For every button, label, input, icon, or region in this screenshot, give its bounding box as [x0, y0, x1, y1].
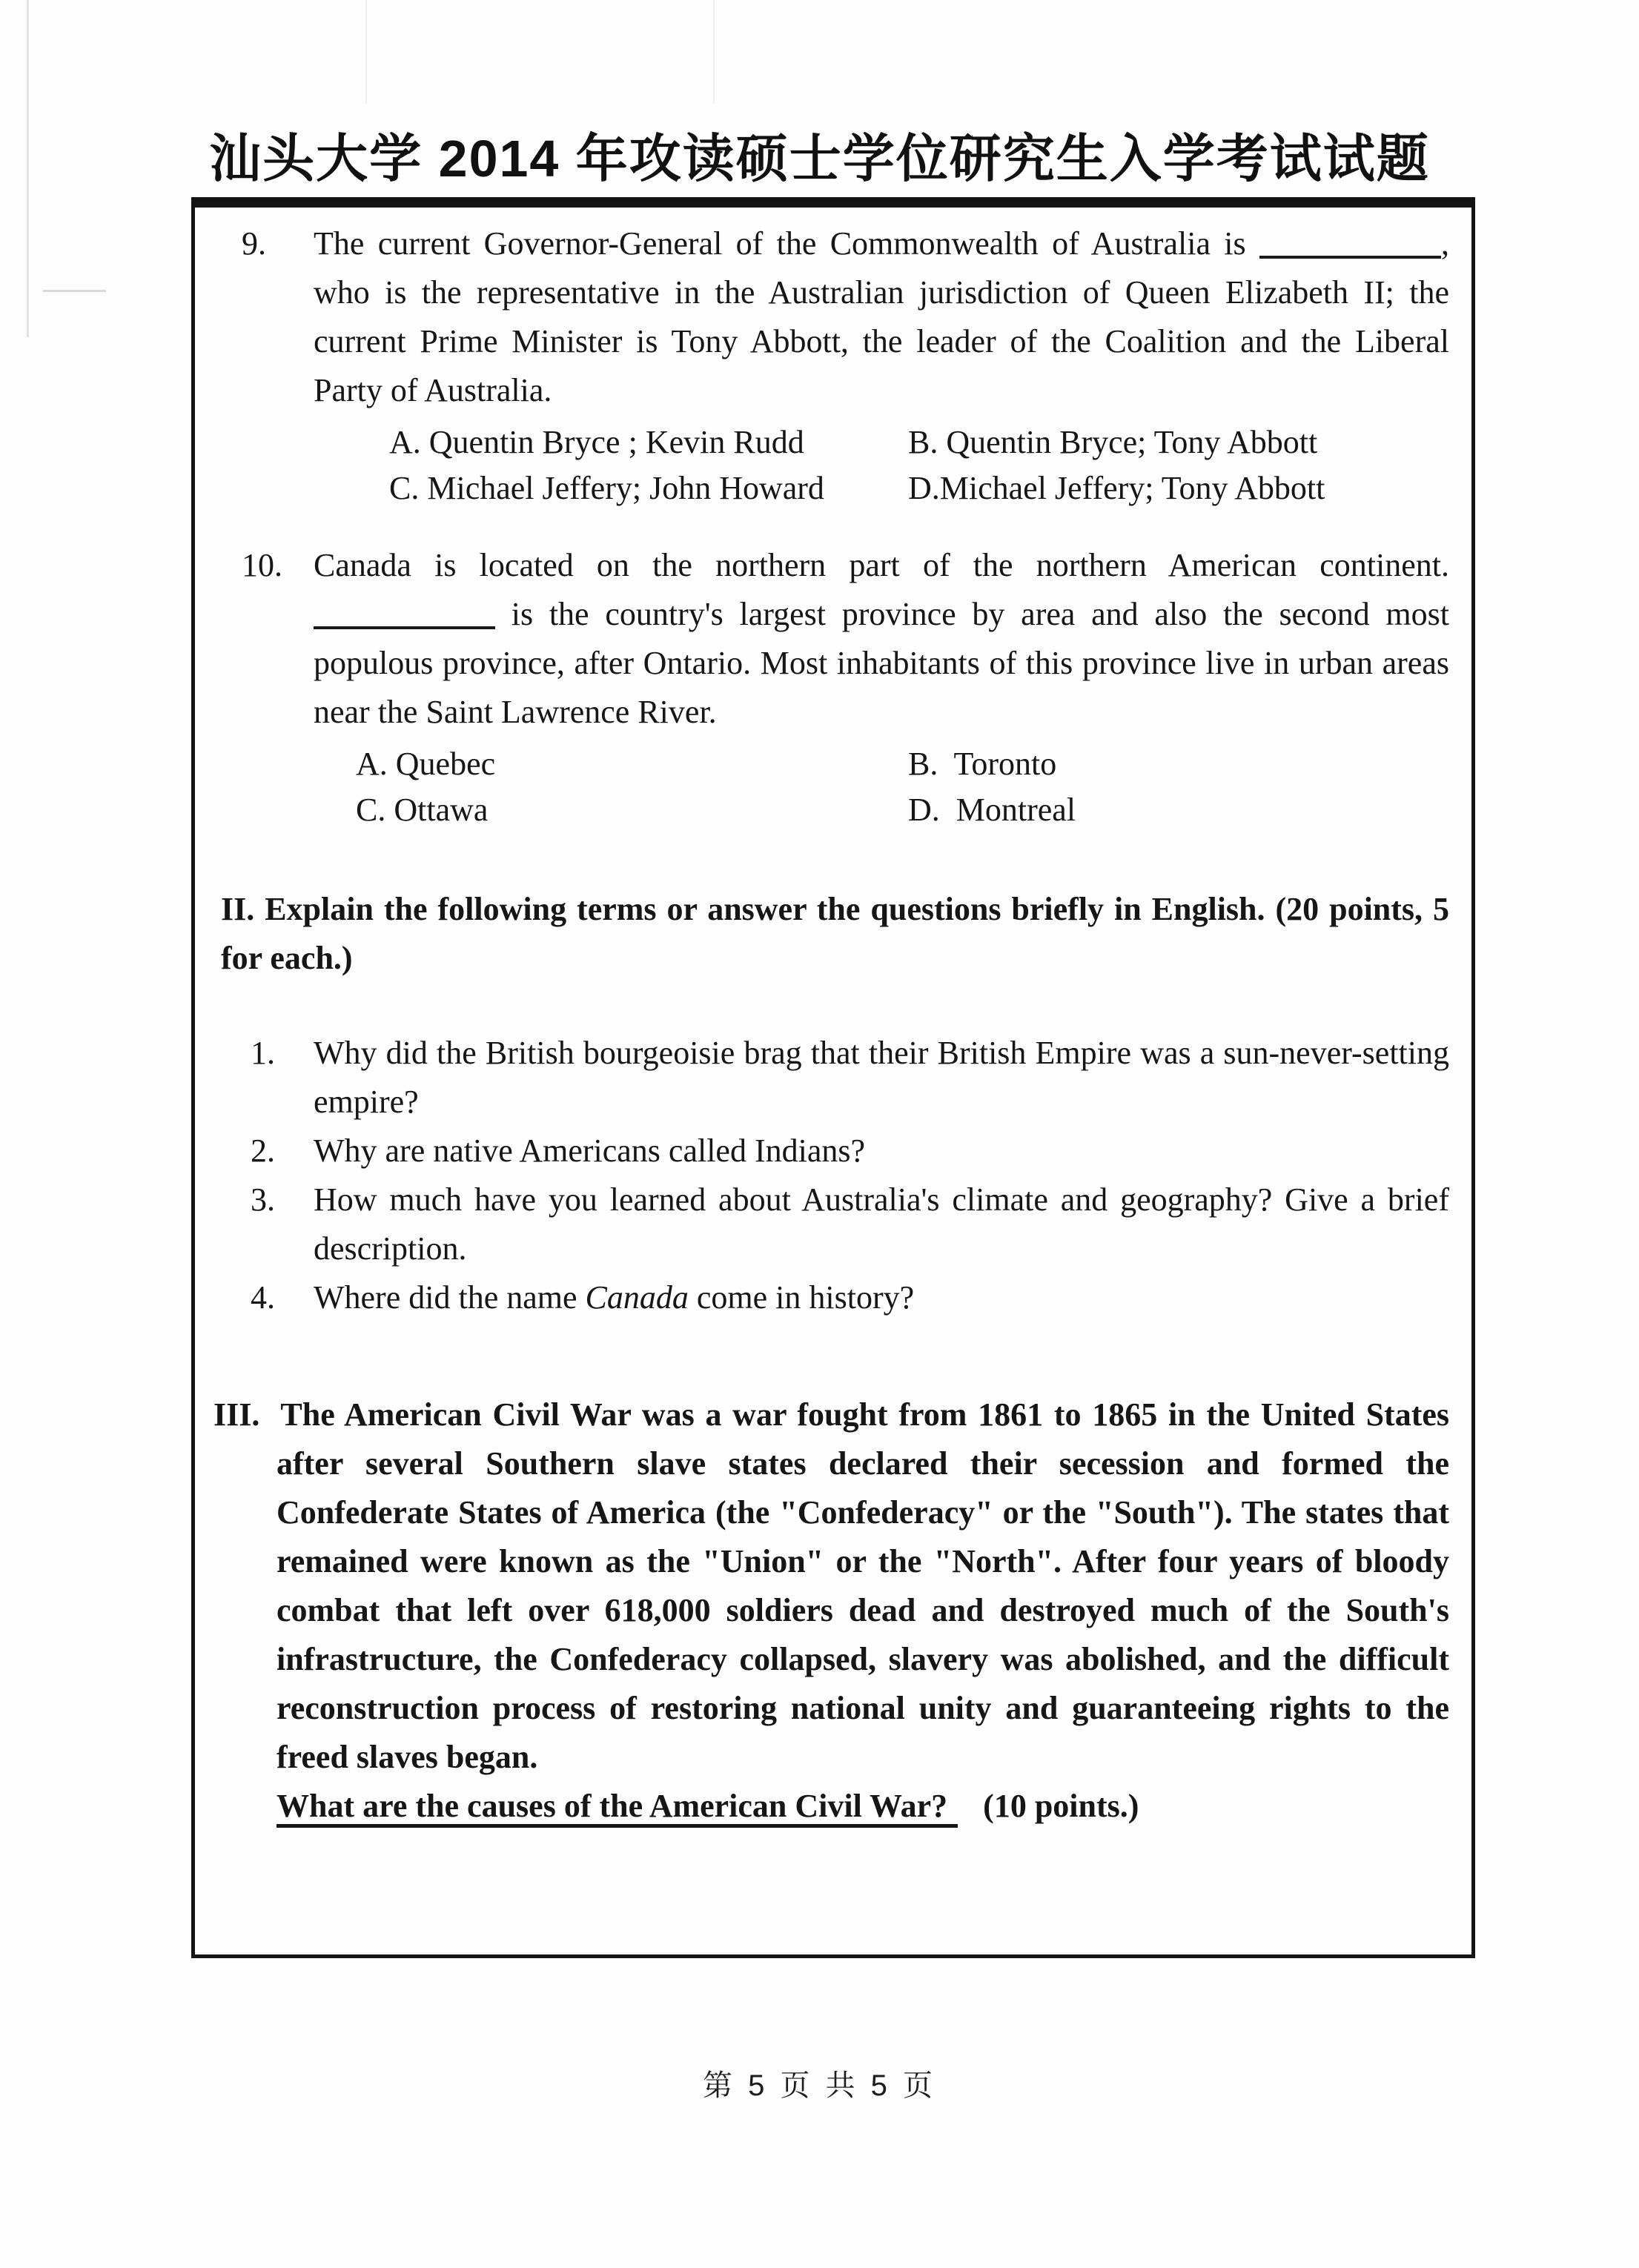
question-9-option-a: A. Quentin Bryce ; Kevin Rudd [389, 424, 804, 460]
question-9-text [314, 219, 1449, 415]
list-item-1-number: 1. [251, 1035, 275, 1071]
list-item-3-text: How much have you learned about Australia's climate and geography? Give a brief description. [314, 1181, 1449, 1267]
question-10-text-after-blank: is the country's largest province by area and also the second most populous province, after Ontario. Most inhabitants of this province live in urban areas near the Saint Lawrence River. [314, 596, 1450, 730]
list-item-4-text-before: Where did the name [314, 1279, 586, 1316]
list-item-2-text: Why are native Americans called Indians? [314, 1133, 866, 1169]
list-item-3-number: 3. [251, 1181, 275, 1218]
exam-title: 汕头大学 2014 年攻读硕士学位研究生入学考试试题 [209, 130, 1430, 188]
scan-line-artifact [365, 0, 367, 104]
question-9-number: 9. [242, 225, 266, 262]
list-item-4-text-after: come in history? [688, 1279, 915, 1316]
section-2-question-list [213, 1029, 1449, 1322]
question-9-option-c: C. Michael Jeffery; John Howard [389, 470, 824, 506]
question-10-answer-blank [314, 626, 495, 629]
list-item-2-number: 2. [251, 1133, 275, 1169]
list-item-4-number: 4. [251, 1279, 275, 1316]
list-item-4-italic-word: Canada [585, 1279, 689, 1316]
points-label: (10 points.) [983, 1788, 1139, 1824]
question-10-options [356, 741, 1449, 833]
section-3-paragraph [213, 1390, 1449, 1782]
scan-line-artifact [713, 0, 715, 104]
list-item-2 [213, 1127, 1449, 1176]
exam-content-box [191, 197, 1475, 1958]
list-item-4-text [314, 1273, 1449, 1322]
question-9-option-d: D.Michael Jeffery; Tony Abbott [908, 470, 1325, 506]
scan-mark-artifact [43, 290, 106, 292]
section-3-question-line [213, 1782, 1449, 1831]
question-10 [213, 541, 1449, 833]
section-2-heading: II. Explain the following terms or answer the questions briefly in English. (20 points, 5 for each.) [221, 891, 1449, 976]
section-3-number: III. [213, 1396, 260, 1433]
question-9-text-after-blank: , who is the representative in the Australian jurisdiction of Queen Elizabeth II; the current Prime Minister is Tony Abbott, the leader of the Coalition and the Liberal Party of Australia. [314, 225, 1449, 408]
question-10-number: 10. [242, 547, 282, 583]
list-item-3 [213, 1176, 1449, 1273]
question-9-options [389, 420, 1449, 511]
list-item-4 [213, 1273, 1449, 1322]
underlined-essay-question: What are the causes of the American Civil War? [277, 1788, 958, 1828]
list-item-1-text: Why did the British bourgeoisie brag that their British Empire was a sun-never-setting empire? [314, 1035, 1449, 1120]
question-10-text [314, 541, 1449, 737]
question-9 [213, 219, 1449, 511]
question-10-option-b: B. Toronto [908, 746, 1057, 782]
question-9-answer-blank [1259, 255, 1441, 259]
list-item-1 [213, 1029, 1449, 1127]
page-number-footer: 第 5 页 共 5 页 [702, 2069, 937, 2102]
question-10-text-before-blank: Canada is located on the northern part of the northern American continent. [314, 547, 1449, 583]
section-3-body: The American Civil War was a war fought from 1861 to 1865 in the United States after several Southern slave states declared their secession and formed the Confederate States of America (the "Confederacy" or the "South"). The states that remained were known as the "Union" or the "North". After four years of bloody combat that left over 618,000 soldiers dead and destroyed much of the South's infrastructure, the Confederacy collapsed, slavery was abolished, and the difficult reconstruction process of restoring national unity and guaranteeing rights to the freed slaves began. [277, 1396, 1449, 1775]
question-10-option-a: A. Quebec [356, 746, 496, 782]
question-9-text-before-blank: The current Governor-General of the Commonwealth of Australia is [314, 225, 1246, 262]
question-10-option-d: D. Montreal [908, 792, 1076, 828]
question-9-option-b: B. Quentin Bryce; Tony Abbott [908, 424, 1318, 460]
question-10-option-c: C. Ottawa [356, 792, 489, 828]
